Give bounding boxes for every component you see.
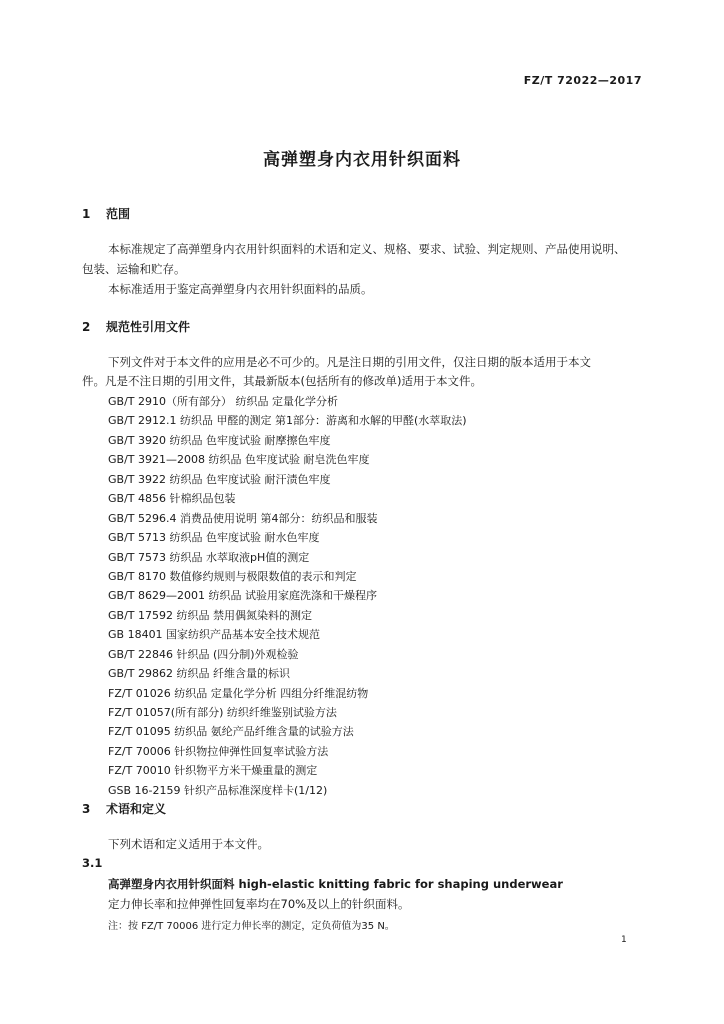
- reference-item: FZ/T 01095 纺织品 氨纶产品纤维含量的试验方法: [108, 725, 354, 739]
- normative-references-list: [108, 392, 467, 800]
- reference-item: FZ/T 70006 针织物拉伸弹性回复率试验方法: [108, 744, 329, 758]
- reference-item: GB/T 4856 针棉织品包装: [108, 492, 236, 506]
- reference-item: GB/T 29862 纺织品 纤维含量的标识: [108, 667, 290, 681]
- section-3-number: 3: [82, 802, 91, 816]
- document-title: 高弹塑身内衣用针织面料: [263, 150, 461, 170]
- reference-item: GSB 16-2159 针织产品标准深度样卡(1/12): [108, 783, 328, 797]
- section-1-number: 1: [82, 207, 91, 221]
- section-1-para-1-line-1: 本标准规定了高弹塑身内衣用针织面料的术语和定义、规格、要求、试验、判定规则、产品使用说明、: [108, 242, 626, 256]
- section-3-intro: 下列术语和定义适用于本文件。: [108, 837, 269, 851]
- clause-number: 3.1: [82, 856, 103, 870]
- reference-item: GB/T 8629—2001 纺织品 试验用家庭洗涤和干燥程序: [108, 589, 377, 603]
- reference-item: GB/T 5296.4 消费品使用说明 第4部分：纺织品和服装: [108, 511, 378, 525]
- reference-item: GB/T 17592 纺织品 禁用偶氮染料的测定: [108, 608, 312, 622]
- reference-item: GB/T 3922 纺织品 色牢度试验 耐汗渍色牢度: [108, 472, 331, 486]
- section-1-para-2: 本标准适用于鉴定高弹塑身内衣用针织面料的品质。: [108, 282, 373, 296]
- section-2-intro-line-1: 下列文件对于本文件的应用是必不可少的。凡是注日期的引用文件，仅注日期的版本适用于本文: [108, 355, 591, 369]
- page-number: 1: [621, 935, 627, 945]
- term-definition: 定力伸长率和拉伸弹性回复率均在70%及以上的针织面料。: [108, 897, 410, 911]
- section-2-heading: [82, 318, 190, 335]
- section-2-number: 2: [82, 320, 91, 334]
- term-entry: 高弹塑身内衣用针织面料 high-elastic knitting fabric for shaping underwear: [108, 877, 563, 891]
- section-3-title: 术语和定义: [106, 802, 167, 816]
- section-1-heading: [82, 205, 130, 222]
- reference-item: GB 18401 国家纺织产品基本安全技术规范: [108, 628, 321, 642]
- reference-item: GB/T 22846 针织品 (四分制)外观检验: [108, 647, 299, 661]
- section-3-heading: [82, 800, 166, 817]
- reference-item: FZ/T 01026 纺织品 定量化学分析 四组分纤维混纺物: [108, 686, 369, 700]
- section-2-intro-line-2: 件。凡是不注日期的引用文件，其最新版本(包括所有的修改单)适用于本文件。: [82, 374, 482, 388]
- term-note: 注：按 FZ/T 70006 进行定力伸长率的测定，定负荷值为35 N。: [108, 921, 395, 932]
- reference-item: GB/T 3921—2008 纺织品 色牢度试验 耐皂洗色牢度: [108, 453, 370, 467]
- section-2-title: 规范性引用文件: [106, 320, 191, 334]
- reference-item: GB/T 5713 纺织品 色牢度试验 耐水色牢度: [108, 531, 320, 545]
- section-1-title: 范围: [106, 207, 131, 221]
- reference-item: GB/T 3920 纺织品 色牢度试验 耐摩擦色牢度: [108, 433, 331, 447]
- reference-item: GB/T 8170 数值修约规则与极限数值的表示和判定: [108, 569, 357, 583]
- reference-item: FZ/T 01057(所有部分) 纺织纤维鉴别试验方法: [108, 706, 337, 719]
- standard-code: FZ/T 72022—2017: [523, 74, 642, 87]
- reference-item: GB/T 7573 纺织品 水萃取液pH值的测定: [108, 550, 310, 564]
- reference-item: FZ/T 70010 针织物平方米干燥重量的测定: [108, 764, 318, 778]
- section-1-para-1-line-2: 包装、运输和贮存。: [82, 262, 186, 276]
- reference-item: GB/T 2910（所有部分） 纺织品 定量化学分析: [108, 395, 338, 408]
- reference-item: GB/T 2912.1 纺织品 甲醛的测定 第1部分：游离和水解的甲醛(水萃取法): [108, 414, 467, 428]
